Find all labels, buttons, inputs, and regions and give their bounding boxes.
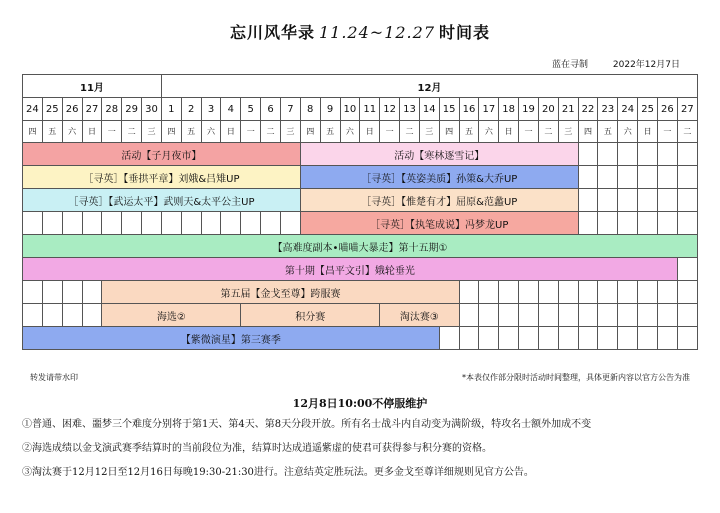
date-cell: 15 [439, 98, 459, 121]
empty-cell [677, 212, 697, 235]
empty-cell [638, 189, 658, 212]
empty-cell [201, 212, 221, 235]
empty-cell [598, 327, 618, 350]
empty-cell [82, 281, 102, 304]
empty-cell [499, 281, 519, 304]
date-cell: 6 [261, 98, 281, 121]
empty-cell [519, 281, 539, 304]
author-date [552, 57, 680, 70]
empty-cell [598, 304, 618, 327]
note-item: ①普通、困难、噩梦三个难度分别将于第1天、第4天、第8天分段开放。所有名士战斗内自动变为满阶级，特攻名士额外加成不变 [22, 419, 592, 430]
event-row [23, 143, 698, 166]
watermark-note: 转发请带水印 [30, 373, 78, 382]
empty-cell [638, 166, 658, 189]
event-row [23, 304, 698, 327]
month-header: 12月 [161, 75, 697, 98]
empty-cell [578, 281, 598, 304]
date-cell: 21 [558, 98, 578, 121]
weekday-cell: 一 [658, 121, 678, 143]
empty-cell [261, 212, 281, 235]
weekday-cell: 三 [558, 121, 578, 143]
empty-cell [677, 166, 697, 189]
maintenance-notice: 12月8日10:00不停服维护 [292, 397, 428, 410]
empty-cell [618, 212, 638, 235]
date-cell: 30 [142, 98, 162, 121]
empty-cell [23, 304, 43, 327]
date-row [23, 98, 698, 121]
empty-cell [558, 281, 578, 304]
date-cell: 9 [320, 98, 340, 121]
event-bar: 淘汰赛③ [380, 304, 459, 327]
event-row [23, 327, 698, 350]
empty-cell [677, 304, 697, 327]
date-cell: 10 [340, 98, 360, 121]
disclaimer-note: *本表仅作部分限时活动时间整理，具体更新内容以官方公告为准 [462, 373, 690, 382]
empty-cell [598, 166, 618, 189]
event-bar: 【高难度副本•喵喵大暴走】第十五期① [23, 235, 698, 258]
empty-cell [598, 143, 618, 166]
date-cell: 26 [658, 98, 678, 121]
event-row [23, 189, 698, 212]
event-row [23, 212, 698, 235]
event-bar: 积分赛 [241, 304, 380, 327]
month-header: 11月 [23, 75, 162, 98]
event-bar: 第十期【昌平文引】娥轮垂光 [23, 258, 678, 281]
empty-cell [638, 143, 658, 166]
empty-cell [677, 258, 697, 281]
empty-cell [62, 212, 82, 235]
empty-cell [598, 281, 618, 304]
weekday-cell: 二 [122, 121, 142, 143]
date-cell: 1 [161, 98, 181, 121]
empty-cell [618, 189, 638, 212]
empty-cell [658, 166, 678, 189]
weekday-cell: 一 [380, 121, 400, 143]
empty-cell [479, 327, 499, 350]
weekday-cell: 一 [241, 121, 261, 143]
date-cell: 27 [82, 98, 102, 121]
empty-cell [578, 166, 598, 189]
event-bar: ［寻英］【垂拱平章】刘娥&吕雉UP [23, 166, 301, 189]
weekday-cell: 五 [42, 121, 62, 143]
date-cell: 11 [360, 98, 380, 121]
weekday-cell: 二 [538, 121, 558, 143]
notes-list [22, 418, 702, 490]
empty-cell [519, 327, 539, 350]
empty-cell [102, 212, 122, 235]
title-prefix: 忘川风华录 [229, 23, 315, 42]
month-row [23, 75, 698, 98]
date-cell: 29 [122, 98, 142, 121]
empty-cell [618, 281, 638, 304]
empty-cell [677, 281, 697, 304]
empty-cell [618, 143, 638, 166]
empty-cell [23, 281, 43, 304]
page-title [0, 20, 720, 43]
date-cell: 25 [42, 98, 62, 121]
empty-cell [638, 327, 658, 350]
empty-cell [499, 304, 519, 327]
empty-cell [558, 304, 578, 327]
empty-cell [122, 212, 142, 235]
weekday-cell: 日 [499, 121, 519, 143]
date-cell: 25 [638, 98, 658, 121]
event-row [23, 258, 698, 281]
empty-cell [479, 304, 499, 327]
weekday-cell: 四 [23, 121, 43, 143]
date-cell: 16 [459, 98, 479, 121]
empty-cell [538, 327, 558, 350]
date-cell: 17 [479, 98, 499, 121]
weekday-cell: 五 [459, 121, 479, 143]
date-cell: 26 [62, 98, 82, 121]
empty-cell [221, 212, 241, 235]
empty-cell [578, 304, 598, 327]
weekday-cell: 六 [201, 121, 221, 143]
date-cell: 22 [578, 98, 598, 121]
empty-cell [459, 304, 479, 327]
date-cell: 7 [280, 98, 300, 121]
empty-cell [439, 327, 459, 350]
weekday-cell: 五 [598, 121, 618, 143]
empty-cell [42, 212, 62, 235]
empty-cell [499, 327, 519, 350]
date-cell: 24 [618, 98, 638, 121]
event-bar: 海选② [102, 304, 241, 327]
empty-cell [598, 212, 618, 235]
date-cell: 27 [677, 98, 697, 121]
weekday-cell: 日 [82, 121, 102, 143]
date-cell: 19 [519, 98, 539, 121]
weekday-cell: 六 [618, 121, 638, 143]
empty-cell [280, 212, 300, 235]
date-cell: 8 [300, 98, 320, 121]
weekday-cell: 二 [400, 121, 420, 143]
date-cell: 20 [538, 98, 558, 121]
weekday-cell: 六 [62, 121, 82, 143]
title-suffix: 时间表 [439, 23, 491, 42]
date-cell: 24 [23, 98, 43, 121]
date-cell: 13 [400, 98, 420, 121]
empty-cell [578, 143, 598, 166]
weekday-cell: 五 [320, 121, 340, 143]
empty-cell [538, 304, 558, 327]
date-cell: 18 [499, 98, 519, 121]
empty-cell [578, 189, 598, 212]
weekday-cell: 六 [479, 121, 499, 143]
author: 蓝在寻制 [552, 60, 589, 70]
empty-cell [658, 327, 678, 350]
empty-cell [618, 327, 638, 350]
empty-cell [62, 281, 82, 304]
event-bar: ［寻英］【执笔成说】冯梦龙UP [300, 212, 578, 235]
empty-cell [658, 143, 678, 166]
empty-cell [658, 304, 678, 327]
date-cell: 14 [419, 98, 439, 121]
weekday-cell: 四 [578, 121, 598, 143]
empty-cell [677, 189, 697, 212]
weekday-cell: 六 [340, 121, 360, 143]
empty-cell [538, 281, 558, 304]
event-bar: 第五届【金戈至尊】跨服赛 [102, 281, 459, 304]
empty-cell [479, 281, 499, 304]
empty-cell [161, 212, 181, 235]
empty-cell [519, 304, 539, 327]
event-bar: ［寻英］【惟楚有才】屈原&范蠡UP [300, 189, 578, 212]
event-row [23, 235, 698, 258]
title-range: 11.24~12.27 [318, 23, 435, 42]
empty-cell [459, 327, 479, 350]
empty-cell [142, 212, 162, 235]
event-bar: ［寻英］【武运太平】武则天&太平公主UP [23, 189, 301, 212]
empty-cell [677, 327, 697, 350]
weekday-cell: 日 [360, 121, 380, 143]
date-cell: 12 [380, 98, 400, 121]
empty-cell [638, 281, 658, 304]
weekday-cell: 四 [439, 121, 459, 143]
empty-cell [42, 281, 62, 304]
empty-cell [558, 327, 578, 350]
publish-date: 2022年12月7日 [612, 60, 680, 70]
empty-cell [638, 304, 658, 327]
empty-cell [23, 212, 43, 235]
empty-cell [82, 304, 102, 327]
weekday-cell: 五 [181, 121, 201, 143]
empty-cell [677, 143, 697, 166]
date-cell: 3 [201, 98, 221, 121]
empty-cell [578, 327, 598, 350]
empty-cell [42, 304, 62, 327]
weekday-cell: 日 [638, 121, 658, 143]
event-row [23, 281, 698, 304]
weekday-cell: 四 [300, 121, 320, 143]
event-bar: 活动【子月夜市】 [23, 143, 301, 166]
date-cell: 5 [241, 98, 261, 121]
empty-cell [658, 189, 678, 212]
empty-cell [459, 281, 479, 304]
date-cell: 2 [181, 98, 201, 121]
note-item: ②海选成绩以金戈演武赛季结算时的当前段位为准，结算时达成逍遥紫虚的使君可获得参与积分赛的资格。 [22, 443, 492, 454]
weekday-cell: 三 [280, 121, 300, 143]
weekday-row [23, 121, 698, 143]
event-bar: 【紫微演星】第三赛季 [23, 327, 440, 350]
event-bar: ［寻英］【英姿美质】孙策&大乔UP [300, 166, 578, 189]
event-bar: 活动【寒林逐雪记】 [300, 143, 578, 166]
weekday-cell: 三 [419, 121, 439, 143]
weekday-cell: 一 [102, 121, 122, 143]
weekday-cell: 三 [142, 121, 162, 143]
weekday-cell: 二 [677, 121, 697, 143]
note-item: ③淘汰赛于12月12日至12月16日每晚19:30-21:30进行。注意结英定胜玩法。更多金戈至尊详细规则见官方公告。 [22, 467, 534, 478]
empty-cell [578, 212, 598, 235]
weekday-cell: 四 [161, 121, 181, 143]
empty-cell [638, 212, 658, 235]
empty-cell [181, 212, 201, 235]
empty-cell [658, 212, 678, 235]
weekday-cell: 一 [519, 121, 539, 143]
empty-cell [82, 212, 102, 235]
empty-cell [241, 212, 261, 235]
weekday-cell: 日 [221, 121, 241, 143]
weekday-cell: 二 [261, 121, 281, 143]
empty-cell [618, 166, 638, 189]
empty-cell [618, 304, 638, 327]
empty-cell [62, 304, 82, 327]
schedule-table [22, 74, 698, 350]
empty-cell [598, 189, 618, 212]
event-row [23, 166, 698, 189]
date-cell: 28 [102, 98, 122, 121]
date-cell: 23 [598, 98, 618, 121]
empty-cell [658, 281, 678, 304]
date-cell: 4 [221, 98, 241, 121]
